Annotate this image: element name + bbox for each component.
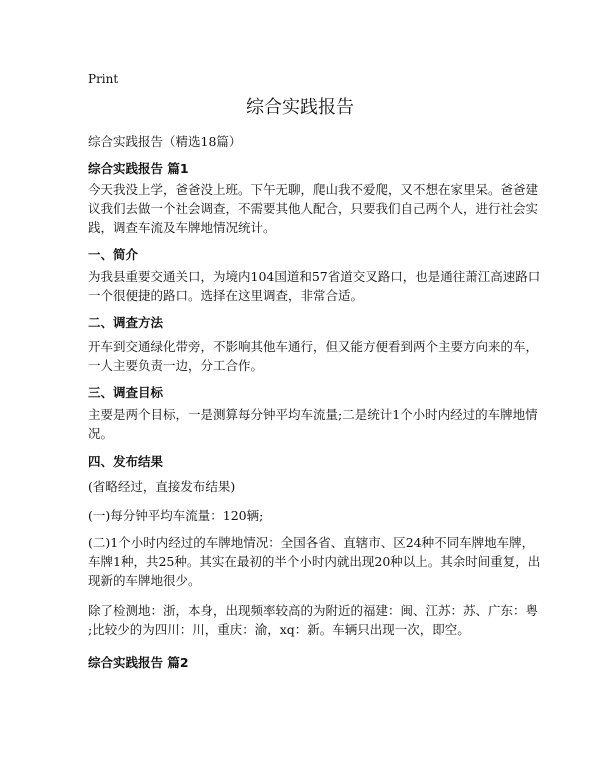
text-line: 除了检测地：浙，本身，出现频率较高的为附近的福建：闽、江苏：苏、广东：粤 bbox=[88, 603, 539, 618]
heading-goal: 三、调查目标 bbox=[88, 385, 164, 400]
text-line: 况。 bbox=[88, 426, 114, 441]
paragraph-intro bbox=[88, 267, 541, 305]
paragraph-result-1: (一)每分钟平均车流量：120辆; bbox=[88, 508, 264, 523]
text-line: 为我县重要交通关口，为境内104国道和57省道交叉路口，也是通往萧江高速路口 bbox=[88, 269, 541, 284]
section-heading-1: 综合实践报告 篇1 bbox=[88, 161, 189, 176]
text-line: 开车到交通绿化带旁，不影响其他车通行，但又能方便看到两个主要方向来的车， bbox=[88, 339, 539, 354]
text-line: ;比较少的为四川：川，重庆：渝，xq：新。车辆只出现一次，即空。 bbox=[88, 622, 470, 637]
paragraph-result-3 bbox=[88, 601, 539, 639]
page-title: 综合实践报告 bbox=[246, 97, 354, 118]
text-line: (二)1个小时内经过的车牌地情况：全国各省、直辖市、区24种不同车牌地车牌， bbox=[88, 535, 535, 550]
text-line: 车牌1种，共25种。其实在最初的半个小时内就出现20种以上。其余时间重复，出 bbox=[88, 554, 541, 569]
text-line: 议我们去做一个社会调查，不需要其他人配合，只要我们自己两个人，进行社会实 bbox=[88, 201, 539, 216]
heading-intro: 一、简介 bbox=[88, 247, 139, 262]
text-line: 现新的车牌地很少。 bbox=[88, 573, 201, 588]
text-line: 主要是两个目标，一是测算每分钟平均车流量;二是统计1个小时内经过的车牌地情 bbox=[88, 407, 538, 422]
paragraph-goal bbox=[88, 405, 538, 443]
paragraph-result-note: (省略经过，直接发布结果) bbox=[88, 479, 236, 494]
text-line: 一个很便捷的路口。选择在这里调查，非常合适。 bbox=[88, 288, 364, 303]
print-link[interactable]: Print bbox=[88, 72, 119, 86]
paragraph-method bbox=[88, 337, 539, 375]
subtitle: 综合实践报告（精选18篇） bbox=[88, 134, 242, 149]
intro-paragraph bbox=[88, 180, 539, 237]
heading-result: 四、发布结果 bbox=[88, 454, 164, 469]
section-heading-2: 综合实践报告 篇2 bbox=[88, 655, 189, 670]
text-line: 践，调查车流及车牌地情况统计。 bbox=[88, 220, 276, 235]
text-line: 今天我没上学，爸爸没上班。下午无聊，爬山我不爱爬，又不想在家里呆。爸爸建 bbox=[88, 182, 539, 197]
text-line: 一人主要负责一边，分工合作。 bbox=[88, 358, 264, 373]
heading-method: 二、调查方法 bbox=[88, 315, 164, 330]
paragraph-result-2 bbox=[88, 533, 541, 590]
